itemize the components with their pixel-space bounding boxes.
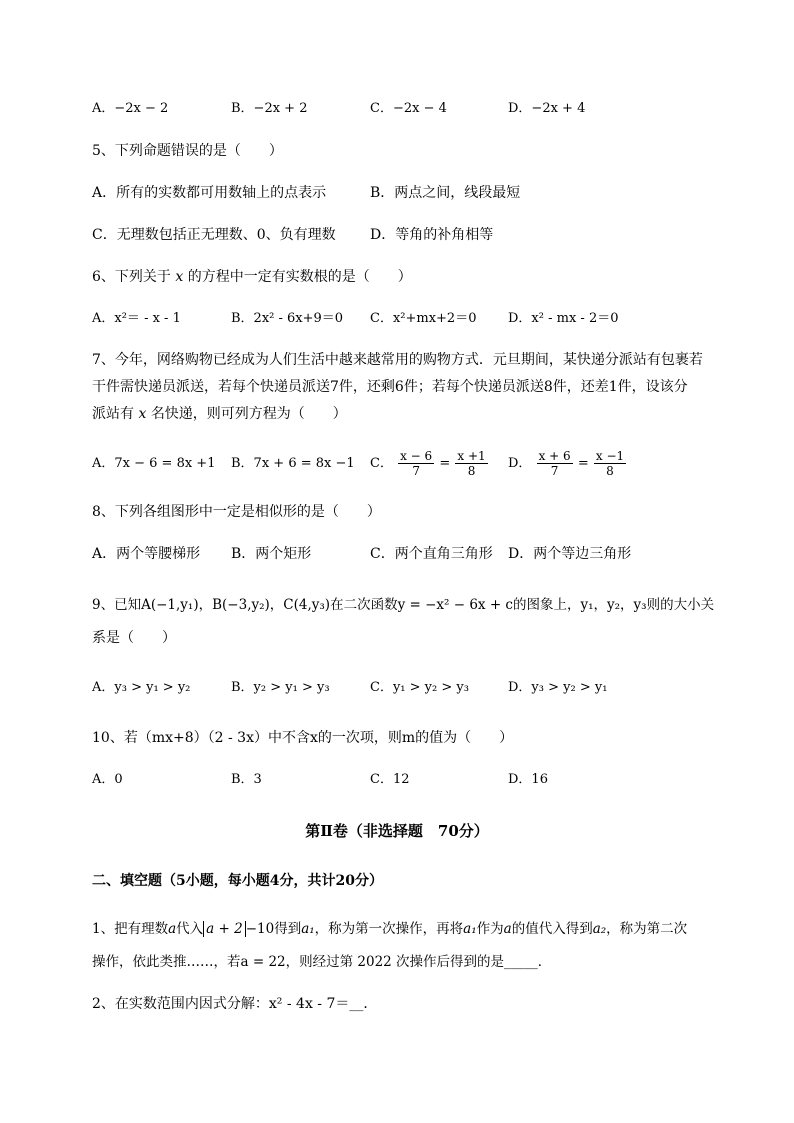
q10-option-a: A．0 [92, 772, 123, 787]
q6-stem-suffix: 的方程中一定有实数根的是（ ） [187, 269, 412, 285]
fill-1-p7: 的值代入得到 [511, 921, 593, 937]
q7-option-d-num-2: x −1 [595, 449, 625, 463]
q8-stem: 8、下列各组图形中一定是相似形的是（ ） [92, 504, 381, 520]
fill-1-p2: 代入 [176, 921, 204, 937]
q7-line-3-var: x [138, 406, 147, 422]
q7-line-3-prefix: 派站有 [92, 406, 134, 422]
q6-option-b: B．2x² - 6x+9＝0 [231, 311, 344, 326]
fill-1-line-2: 操作，依此类推……，若a = 22，则经过第 2022 次操作后得到的是_____． [92, 954, 552, 970]
q10-option-d: D．16 [508, 772, 548, 787]
q9-line-1: 9、已知A(−1,y₁)，B(−3,y₂)，C(4,y₃)在二次函数y = −x² − 6x + c的图象上，y₁，y₂，y₃则的大小关 [92, 597, 715, 613]
q6-stem [92, 268, 412, 286]
q4-option-b: B．−2x + 2 [231, 101, 308, 116]
q7-option-c-num-1: x − 6 [400, 449, 433, 463]
q4-option-d: D．−2x + 4 [508, 101, 586, 116]
fill-1-p6: 作为 [476, 921, 504, 937]
q7-line-2: 干件需快递员派送，若每个快递员派送7件，还剩6件；若每个快递员派送8件，还差1件，设该分 [92, 379, 688, 395]
fill-1-p4: 得到 [274, 921, 302, 937]
q5-option-a: A．所有的实数都可用数轴上的点表示 [92, 185, 327, 201]
q7-option-c-den-2: 8 [467, 464, 476, 478]
fill-2: 2、在实数范围内因式分解：x² - 4x - 7＝__． [92, 996, 378, 1012]
q8-option-d: D．两个等边三角形 [508, 546, 632, 562]
q9-line-2: 系是（ ） [92, 630, 176, 646]
q8-option-b: B．两个矩形 [231, 546, 312, 562]
q7-option-d-num-1: x + 6 [538, 449, 571, 463]
section-2-title: 第Ⅱ卷（非选择题 70分） [305, 822, 489, 840]
q5-option-c: C．无理数包括正无理数、0、负有理数 [92, 227, 336, 243]
q7-option-c-den-1: 7 [412, 464, 420, 478]
q10-option-b: B．3 [231, 772, 262, 787]
q4-option-c: C．−2x − 4 [370, 101, 447, 116]
q9-option-a: A．y₃ > y₁ > y₂ [92, 680, 191, 695]
fill-1-a1: a [168, 921, 177, 937]
q7-option-d-fraction-1 [537, 449, 573, 478]
q9-option-d: D．y₃ > y₂ > y₁ [508, 680, 608, 695]
fill-1-a-sub1b: a₁ [463, 921, 477, 937]
q7-line-1: 7、今年，网络购物已经成为人们生活中越来越常用的购物方式．元旦期间，某快递分派站有包裹若 [92, 352, 703, 368]
q7-option-d [508, 446, 627, 482]
q5-option-b: B．两点之间，线段最短 [370, 185, 521, 201]
q9-option-c: C．y₁ > y₂ > y₃ [370, 680, 469, 695]
fill-1-abs: a + 2 [203, 921, 246, 937]
q7-option-d-eq: = [577, 456, 589, 471]
q8-option-c: C．两个直角三角形 [370, 546, 493, 562]
q5-stem: 5、下列命题错误的是（ ） [92, 143, 283, 159]
q5-option-d: D．等角的补角相等 [370, 227, 494, 243]
q7-line-3-suffix: 名快递，则可列方程为（ ） [150, 406, 347, 422]
fill-1-a-sub1: a₁ [301, 921, 315, 937]
q9-option-b: B．y₂ > y₁ > y₃ [231, 680, 330, 695]
q10-stem: 10、若（mx+8）（2 - 3x）中不含x的一次项，则m的值为（ ） [92, 730, 514, 746]
q7-option-c-fraction-1 [398, 449, 434, 478]
q7-option-b: B．7x + 6 = 8x −1 [231, 456, 355, 471]
q6-stem-var: x [175, 269, 184, 285]
q7-option-d-label: D． [508, 456, 532, 471]
fill-1-line-1 [92, 920, 687, 938]
fill-1-p1: 1、把有理数 [92, 921, 169, 937]
q7-option-c-eq: = [439, 456, 451, 471]
q6-option-a: A．x²＝ - x - 1 [92, 311, 181, 326]
q8-option-a: A．两个等腰梯形 [92, 546, 201, 562]
q7-option-d-fraction-2 [594, 449, 626, 478]
fill-1-a2: a [503, 921, 512, 937]
fill-1-p8: ，称为第二次 [606, 921, 688, 937]
q6-stem-prefix: 6、下列关于 [92, 269, 171, 285]
fill-1-a-sub2: a₂ [592, 921, 607, 937]
fill-1-p5: ，称为第一次操作，再将 [314, 921, 464, 937]
q7-option-a: A．7x − 6 = 8x +1 [92, 456, 216, 471]
q7-option-d-den-1: 7 [550, 464, 559, 478]
q10-option-c: C．12 [370, 772, 410, 787]
q7-line-3 [92, 405, 347, 423]
q6-option-d: D．x² - mx - 2＝0 [508, 311, 619, 326]
q7-option-c-label: C． [370, 456, 393, 471]
q7-option-d-den-2: 8 [606, 464, 614, 478]
q4-option-a: A．−2x − 2 [92, 101, 169, 116]
section-2-heading: 二、填空题（5小题，每小题4分，共计20分） [92, 873, 383, 889]
q7-option-c [370, 446, 489, 482]
fill-1-p3: −10 [245, 921, 275, 937]
q7-option-c-num-2: x +1 [457, 449, 486, 463]
q6-option-c: C．x²+mx+2＝0 [370, 311, 477, 326]
q7-option-c-fraction-2 [455, 449, 487, 478]
